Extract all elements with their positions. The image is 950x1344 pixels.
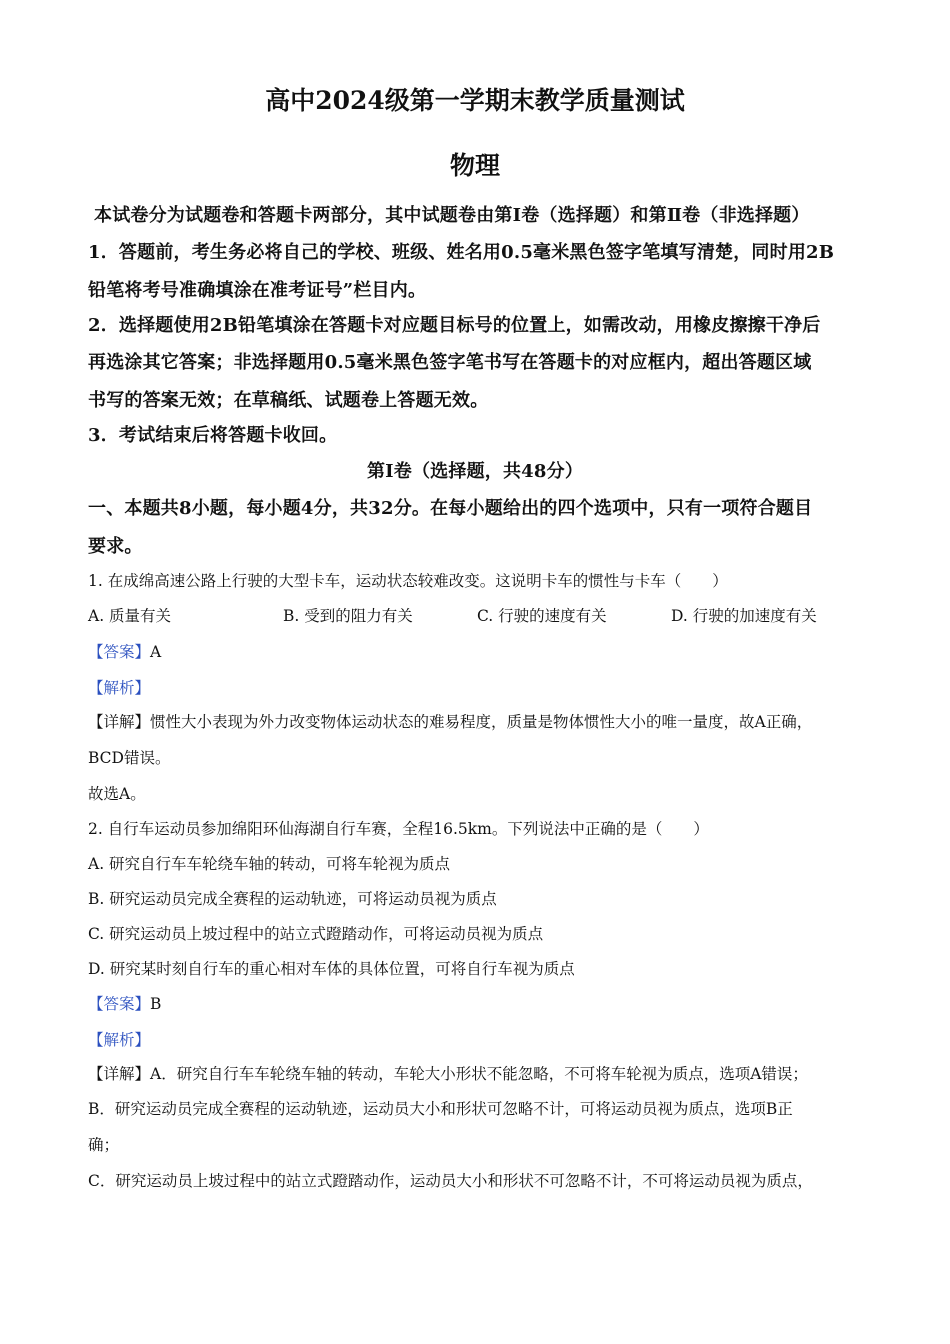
intro-note: 本试卷分为试题卷和答题卡两部分，其中试题卷由第Ⅰ卷（选择题）和第Ⅱ卷（非选择题） xyxy=(94,205,810,226)
section-heading: 第Ⅰ卷（选择题，共48分） xyxy=(366,461,584,482)
q1-detail-text: 惯性大小表现为外力改变物体运动状态的难易程度，质量是物体惯性大小的唯一量度，故A正确， xyxy=(150,713,813,731)
q1-detail-line-2: BCD错误。 xyxy=(88,749,171,767)
q1-analysis-tag: 【解析】 xyxy=(88,679,151,697)
q2-answer xyxy=(88,997,161,1013)
q2-detail-tag: 【详解】 xyxy=(88,1065,151,1083)
q2-option-b: B. 研究运动员完成全赛程的运动轨迹，可将运动员视为质点 xyxy=(88,890,497,908)
note-2-line-2: 再选涂其它答案；非选择题用0.5毫米黑色签字笔书写在答题卡的对应框内，超出答题区域 xyxy=(88,352,812,373)
q2-detail-a xyxy=(88,1067,808,1083)
exam-title: 高中2024级第一学期末教学质量测试 xyxy=(265,86,685,115)
q2-option-c: C. 研究运动员上坡过程中的站立式蹬踏动作，可将运动员视为质点 xyxy=(88,925,544,943)
q2-detail-a-text: A．研究自行车车轮绕车轴的转动，车轮大小形状不能忽略，不可将车轮视为质点，选项A错误； xyxy=(150,1065,808,1083)
q2-analysis-tag: 【解析】 xyxy=(88,1031,151,1049)
q2-answer-tag: 【答案】 xyxy=(88,995,151,1013)
note-2-line-3: 书写的答案无效；在草稿纸、试题卷上答题无效。 xyxy=(88,390,489,411)
q1-answer-value: A xyxy=(150,643,162,661)
q1-detail-line-1 xyxy=(88,715,812,731)
note-1-line-2: 铅笔将考号准确填涂在准考证号”栏目内。 xyxy=(88,280,427,301)
q1-stem: 1. 在成绵高速公路上行驶的大型卡车，运动状态较难改变。这说明卡车的惯性与卡车（ ） xyxy=(88,572,728,590)
note-1-line-1: 1．答题前，考生务必将自己的学校、班级、姓名用0.5毫米黑色签字笔填写清楚，同时用2B xyxy=(88,242,835,263)
q1-answer-tag: 【答案】 xyxy=(88,643,151,661)
subject-title: 物理 xyxy=(449,151,500,180)
q2-option-a: A. 研究自行车车轮绕车轴的转动，可将车轮视为质点 xyxy=(88,855,451,873)
note-3: 3．考试结束后将答题卡收回。 xyxy=(88,425,338,446)
q2-answer-value: B xyxy=(150,995,162,1013)
q1-option-c: C. 行驶的速度有关 xyxy=(477,607,607,625)
q2-detail-b-line-2: 确； xyxy=(88,1136,120,1154)
q2-detail-b-line-1: B．研究运动员完成全赛程的运动轨迹，运动员大小和形状可忽略不计，可将运动员视为质点，选项B正 xyxy=(88,1100,793,1118)
part-instruction-line-1: 一、本题共8小题，每小题4分，共32分。在每小题给出的四个选项中，只有一项符合题目 xyxy=(88,498,813,519)
q2-option-d: D. 研究某时刻自行车的重心相对车体的具体位置，可将自行车视为质点 xyxy=(88,960,575,978)
q1-option-d: D. 行驶的加速度有关 xyxy=(671,607,817,625)
q2-stem: 2. 自行车运动员参加绵阳环仙海湖自行车赛，全程16.5km。下列说法中正确的是（ ） xyxy=(88,820,709,838)
q2-detail-c: C．研究运动员上坡过程中的站立式蹬踏动作，运动员大小和形状不可忽略不计，不可将运动员视为质点， xyxy=(88,1172,813,1190)
q1-conclusion: 故选A。 xyxy=(88,785,146,803)
q1-detail-tag: 【详解】 xyxy=(88,713,151,731)
q1-option-b: B. 受到的阻力有关 xyxy=(283,607,413,625)
q1-answer xyxy=(88,645,161,661)
note-2-line-1: 2．选择题使用2B铅笔填涂在答题卡对应题目标号的位置上，如需改动，用橡皮擦擦干净后 xyxy=(88,315,821,336)
part-instruction-line-2: 要求。 xyxy=(88,536,143,557)
q1-option-a: A. 质量有关 xyxy=(88,607,172,625)
